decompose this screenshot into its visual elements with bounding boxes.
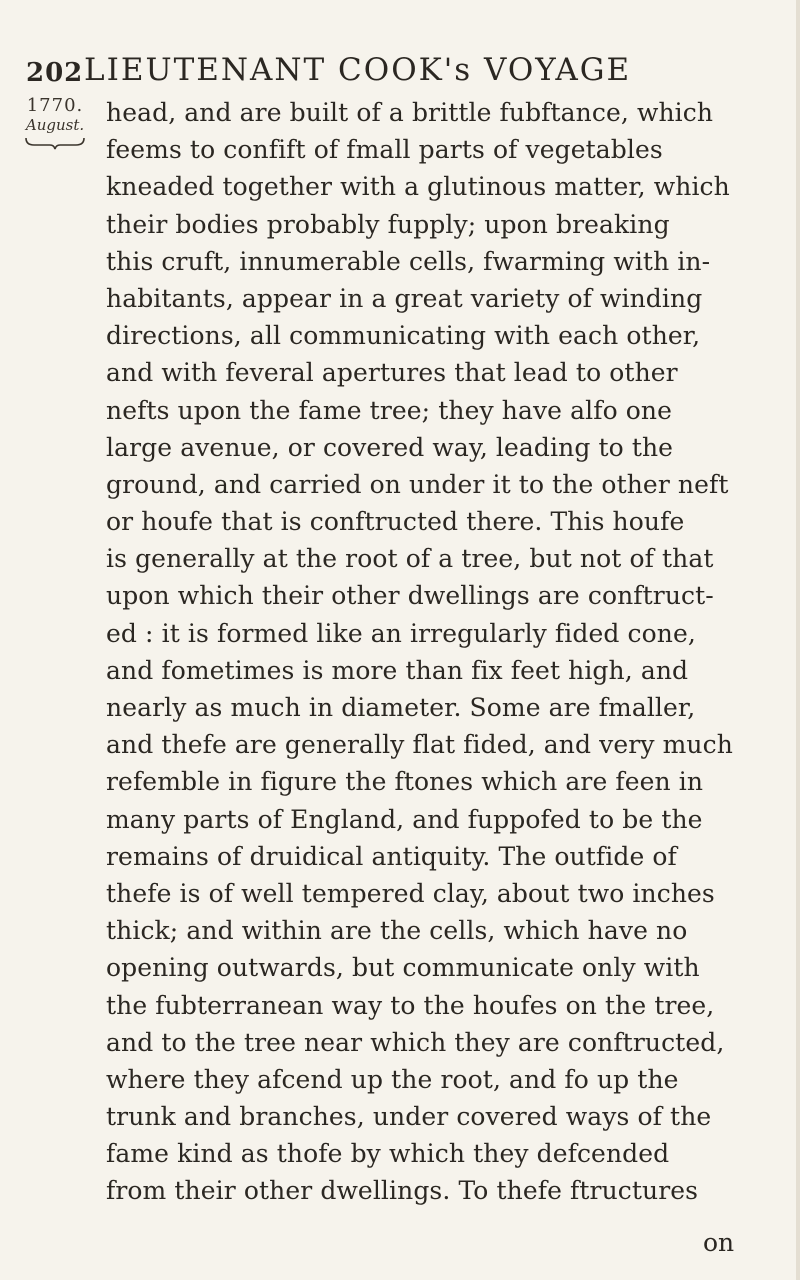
margin-date-note xyxy=(24,96,86,150)
text-line: and to the tree near which they are conftructed, xyxy=(106,1027,725,1057)
text-line: directions, all communicating with each other, xyxy=(106,321,701,351)
catchword: on xyxy=(703,1228,735,1257)
text-line: refemble in figure the ftones which are feen in xyxy=(106,767,704,797)
text-line: or houfe that is conftructed there. This houfe xyxy=(106,507,685,537)
text-line: where they afcend up the root, and fo up the xyxy=(106,1064,679,1094)
page-edge xyxy=(796,0,800,1280)
text-line: from their other dwellings. To thefe ftructures xyxy=(106,1176,699,1206)
text-line: remains of druidical antiquity. The outfide of xyxy=(106,841,677,871)
margin-year: 1770. xyxy=(26,95,84,116)
brace-icon xyxy=(24,136,86,150)
text-line: large avenue, or covered way, leading to the xyxy=(106,432,674,462)
text-line: many parts of England, and fuppofed to be the xyxy=(106,804,703,834)
text-line: nefts upon the fame tree; they have alfo one xyxy=(106,395,673,425)
text-line: nearly as much in diameter. Some are fmaller, xyxy=(106,693,696,722)
text-line: feems to confift of fmall parts of vegetables xyxy=(106,135,663,165)
text-line: thefe is of well tempered clay, about two inches xyxy=(106,878,715,908)
page-number: 202 xyxy=(26,58,84,88)
margin-month: August. xyxy=(25,116,85,134)
text-line: the fubterranean way to the houfes on the tree, xyxy=(106,990,715,1020)
text-line: habitants, appear in a great variety of winding xyxy=(106,283,703,313)
text-line: ground, and carried on under it to the other neft xyxy=(106,469,729,499)
text-line: and fometimes is more than fix feet high, and xyxy=(106,655,689,685)
text-line: kneaded together with a glutinous matter, which xyxy=(106,172,730,202)
body-text xyxy=(106,94,766,1210)
text-line: head, and are built of a brittle fubftance, which xyxy=(106,98,714,127)
text-line: this cruft, innumerable cells, fwarming with in- xyxy=(106,246,711,276)
running-head: LIEUTENANT COOK's VOYAGE xyxy=(84,52,632,88)
text-line: upon which their other dwellings are conftruct- xyxy=(106,581,714,611)
text-line: trunk and branches, under covered ways of the xyxy=(106,1102,712,1132)
text-line: their bodies probably fupply; upon breaking xyxy=(106,209,670,239)
text-line: is generally at the root of a tree, but not of that xyxy=(106,544,714,574)
text-line: fame kind as thofe by which they defcended xyxy=(106,1139,670,1169)
text-line: thick; and within are the cells, which have no xyxy=(106,916,688,946)
text-line: and thefe are generally flat fided, and very much xyxy=(106,730,733,760)
text-line: ed : it is formed like an irregularly fided cone, xyxy=(106,618,696,648)
text-line: and with feveral apertures that lead to other xyxy=(106,358,678,388)
text-line: opening outwards, but communicate only with xyxy=(106,953,700,983)
